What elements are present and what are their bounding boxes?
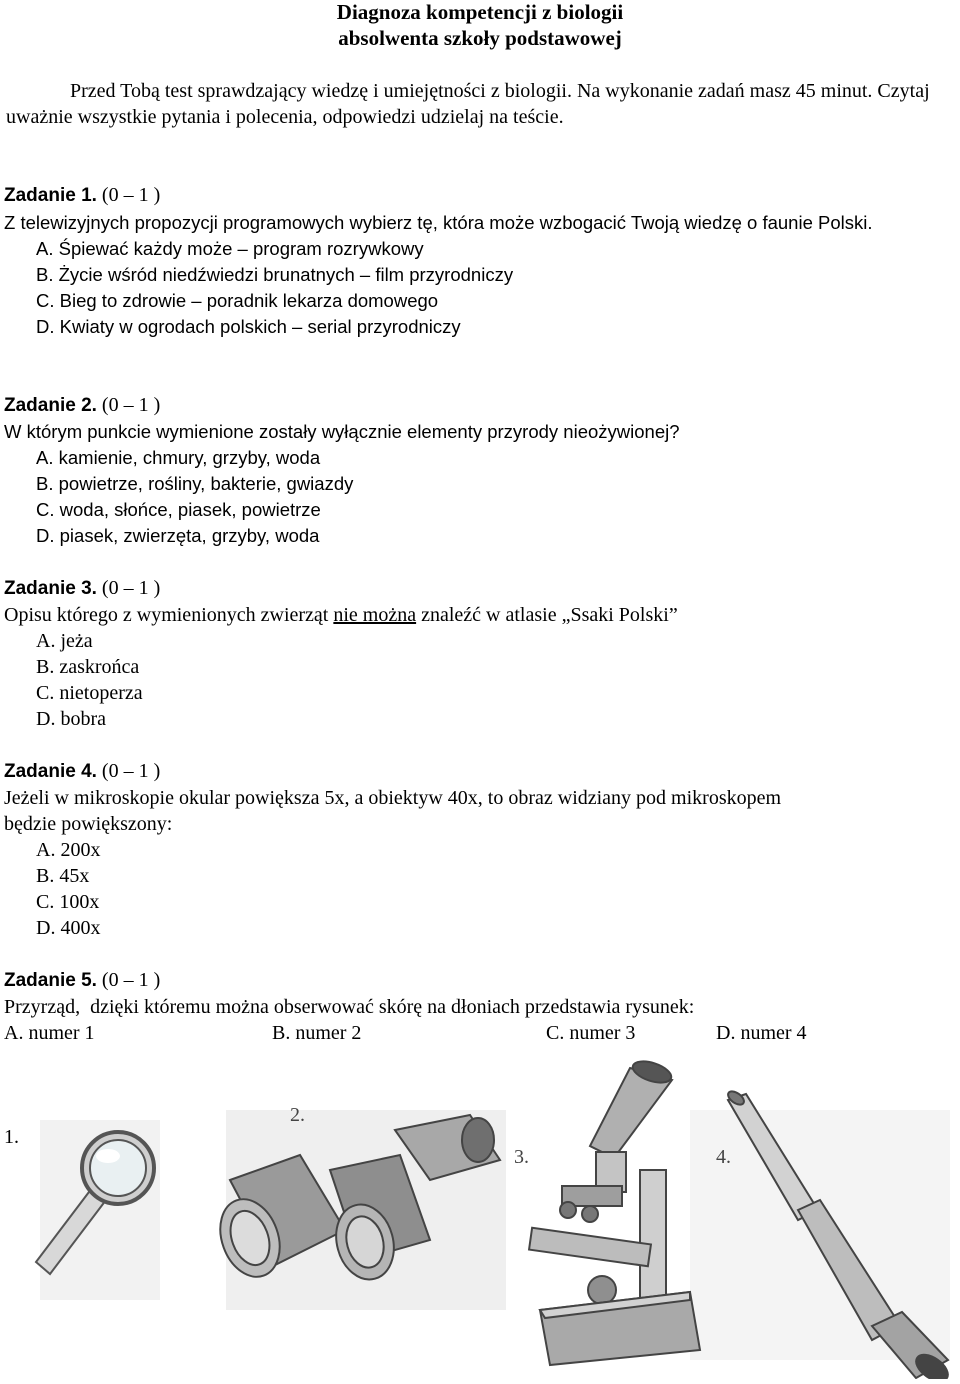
task-3-option-d[interactable]: D. bobra: [36, 708, 106, 730]
task-5-options-row: [4, 1020, 944, 1046]
task-4-points: (0 – 1 ): [101, 760, 161, 782]
task-3-header: [4, 575, 944, 602]
task-1-option-b[interactable]: B. Życie wśród niedźwiedzi brunatnych – film przyrodniczy: [36, 264, 514, 285]
microscope-icon: [529, 1060, 700, 1365]
task-3-question-end: znaleźć w atlasie „Ssaki Polski”: [416, 604, 678, 626]
figure-label-1: 1.: [4, 1126, 19, 1148]
figure-label-4: 4.: [716, 1146, 731, 1168]
task-4: [4, 758, 944, 941]
task-2-header: [4, 392, 944, 419]
task-5-option-b[interactable]: B. numer 2: [272, 1022, 362, 1044]
task-2-option-b[interactable]: B. powietrze, rośliny, bakterie, gwiazdy: [36, 473, 354, 494]
task-4-header: [4, 758, 944, 785]
task-3-label: Zadanie 3.: [4, 578, 97, 599]
task-4-option-c[interactable]: C. 100x: [36, 891, 100, 913]
task-5-label: Zadanie 5.: [4, 970, 97, 991]
task-3-points: (0 – 1 ): [101, 577, 161, 599]
task-3-option-a[interactable]: A. jeża: [36, 630, 93, 652]
task-2-points: (0 – 1 ): [101, 394, 161, 416]
task-3-option-c[interactable]: C. nietoperza: [36, 682, 143, 704]
task-1-option-c[interactable]: C. Bieg to zdrowie – poradnik lekarza domowego: [36, 290, 439, 311]
task-3-question: [4, 602, 944, 628]
task-5-option-d[interactable]: D. numer 4: [716, 1022, 807, 1044]
instruments-figure: [0, 1060, 960, 1379]
task-4-option-d[interactable]: D. 400x: [36, 917, 101, 939]
title-line-1: Diagnoza kompetencji z biologii: [336, 0, 624, 24]
task-2-question: W którym punkcie wymienione zostały wyłącznie elementy przyrody nieożywionej?: [4, 421, 680, 442]
task-5-option-c[interactable]: C. numer 3: [546, 1022, 636, 1044]
task-5-question: Przyrząd, dzięki któremu można obserwować skórę na dłoniach przedstawia rysunek:: [4, 996, 695, 1018]
task-1-points: (0 – 1 ): [101, 184, 161, 206]
task-3-question-emphasis: nie można: [333, 604, 417, 626]
task-1-label: Zadanie 1.: [4, 185, 97, 206]
task-3: [4, 575, 944, 732]
task-5-option-a[interactable]: A. numer 1: [4, 1022, 95, 1044]
task-1-header: [4, 182, 944, 209]
task-4-question: Jeżeli w mikroskopie okular powiększa 5x, a obiektyw 40x, to obraz widziany pod mikroskopem będzie powiększony:: [4, 787, 782, 835]
task-1-option-a[interactable]: A. Śpiewać każdy może – program rozrywkowy: [36, 238, 424, 259]
task-2-option-d[interactable]: D. piasek, zwierzęta, grzyby, woda: [36, 525, 320, 546]
title-line-2: absolwenta szkoły podstawowej: [338, 26, 622, 50]
task-1: [4, 182, 944, 340]
figure-label-3: 3.: [514, 1146, 529, 1168]
task-3-option-b[interactable]: B. zaskrońca: [36, 656, 140, 678]
task-1-question: Z telewizyjnych propozycji programowych wybierz tę, która może wzbogacić Twoją wiedzę o faunie Polski.: [4, 212, 873, 233]
task-1-option-d[interactable]: D. Kwiaty w ogrodach polskich – serial przyrodniczy: [36, 316, 461, 337]
figure-label-2: 2.: [290, 1104, 305, 1126]
task-5: [4, 967, 944, 1046]
intro-text: Przed Tobą test sprawdzający wiedzę i umiejętności z biologii. Na wykonanie zadań masz 45 minut. Czytaj uważnie wszystkie pytania i polecenia, odpowiedzi udzielaj na teście.: [6, 80, 930, 128]
task-2-option-a[interactable]: A. kamienie, chmury, grzyby, woda: [36, 447, 321, 468]
task-4-label: Zadanie 4.: [4, 761, 97, 782]
task-2: [4, 392, 944, 549]
task-4-option-a[interactable]: A. 200x: [36, 839, 101, 861]
task-5-points: (0 – 1 ): [101, 969, 161, 991]
task-5-header: [4, 967, 944, 994]
instruments-drawing: [0, 1060, 960, 1379]
task-3-question-start: Opisu którego z wymienionych zwierząt: [4, 604, 334, 626]
task-2-label: Zadanie 2.: [4, 395, 97, 416]
task-4-option-b[interactable]: B. 45x: [36, 865, 90, 887]
task-2-option-c[interactable]: C. woda, słońce, piasek, powietrze: [36, 499, 321, 520]
